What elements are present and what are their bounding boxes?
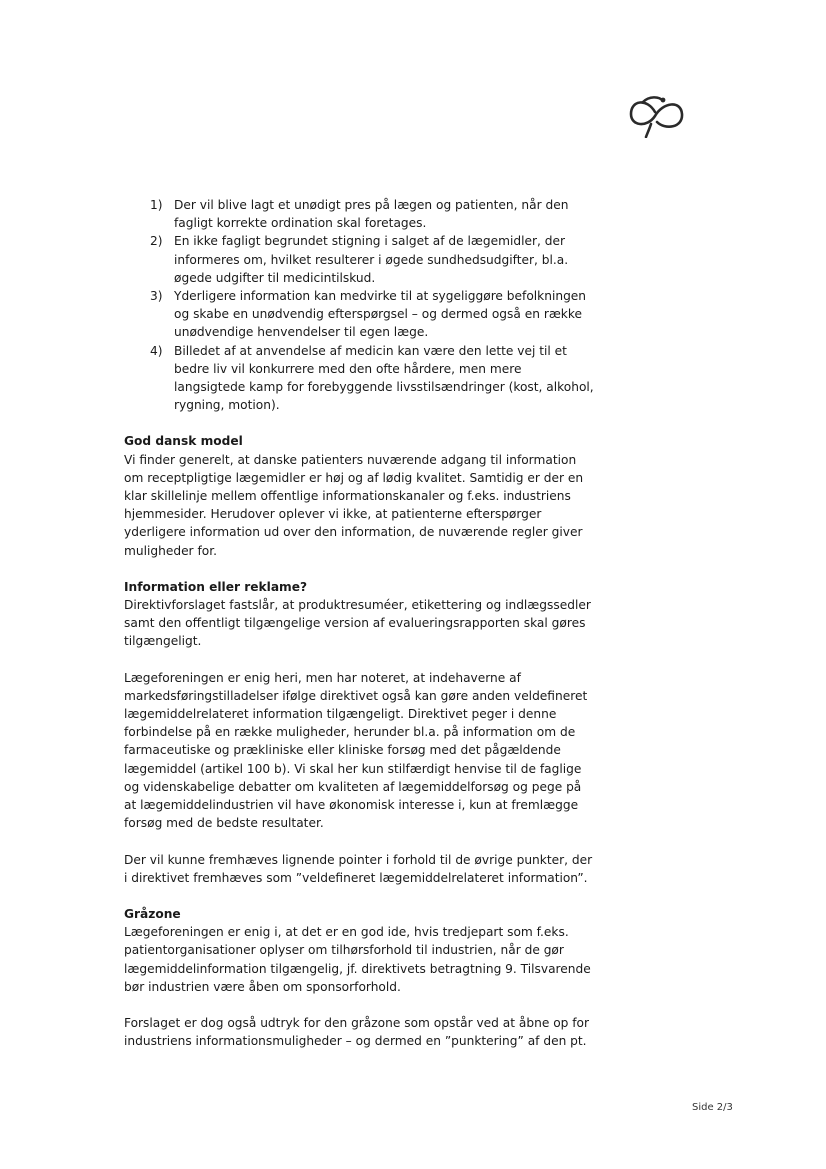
list-item: 1) Der vil blive lagt et unødigt pres på lægen og patienten, når den fagligt korrekte ordination skal foretages. (150, 198, 569, 231)
serpent-logo-icon (625, 88, 687, 138)
list-item: 2) En ikke fagligt begrundet stigning i salget af de lægemidler, der informeres om, hvilket resulterer i øgede sundhedsudgifter, bl.a. øgede udgifter til medicintilskud. (150, 234, 569, 285)
paragraph: Der vil kunne fremhæves lignende pointer i forhold til de øvrige punkter, der i direktivet fremhæves som ”veldefineret lægemiddelrelateret information”. (124, 852, 593, 885)
numbered-list (124, 196, 594, 414)
section-heading-graazone: Gråzone (124, 906, 181, 921)
list-item: 4) Billedet af at anvendelse af medicin kan være den lette vej til et bedre liv vil konkurrere med den ofte hårdere, men mere langsigtede kamp for forebyggende livsstilsændringer (kost, alkohol, rygning, motion). (150, 343, 594, 413)
paragraph: Lægeforeningen er enig heri, men har noteret, at indehaverne af markedsføringstilladelser ifølge direktivet også kan gøre anden veldefineret lægemiddelrelateret information tilgængeligt. Direktivet peger i denne forbindelse på en række muligheder, herunder bl.a. på information om de farmaceutiske og prækliniske eller kliniske forsøg med det pågældende lægemiddel (artikel 100 b). Vi skal her kun stilfærdigt henvise til de faglige og videnskabelige debatter om kvaliteten af lægemiddelforsøg og pege på at lægemiddelindustrien vil have økonomisk interesse i, kun at fremlægge forsøg med de bedste resultater. (124, 670, 588, 831)
section-heading-dansk: God dansk model (124, 434, 243, 449)
page-number: Side 2/3 (692, 1102, 733, 1113)
paragraph: Vi finder generelt, at danske patienters nuværende adgang til information om receptpligtige lægemidler er høj og af lødig kvalitet. Samtidig er der en klar skillelinje mellem offentlige informationskanaler og f.eks. industriens hjemmesider. Herudover oplever vi ikke, at patienterne efterspørger yderligere information ud over den information, de nuværende regler giver muligheder for. (124, 452, 584, 558)
paragraph: Direktivforslaget fastslår, at produktresuméer, etikettering og indlægssedler samt den offentligt tilgængelige version af evalueringsrapporten skal gøres tilgængeligt. (124, 598, 591, 649)
paragraph: Lægeforeningen er enig i, at det er en god ide, hvis tredjepart som f.eks. patientorganisationer oplyser om tilhørsforhold til industrien, når de gør lægemiddelinformation tilgængelig, jf. direktivets betragtning 9. Tilsvarende bør industrien være åben om sponsorforhold. (124, 925, 591, 994)
document-body (124, 196, 594, 1050)
section-heading-info: Information eller reklame? (124, 579, 308, 594)
paragraph: Forslaget er dog også udtryk for den gråzone som opstår ved at åbne op for industriens informationsmuligheder – og dermed en ”punktering” af den pt. (124, 1015, 590, 1049)
list-item: 3) Yderligere information kan medvirke til at sygeliggøre befolkningen og skabe en unødvendig efterspørgsel – og dermed også en række unødvendige henvendelser til egen læge. (150, 289, 587, 340)
